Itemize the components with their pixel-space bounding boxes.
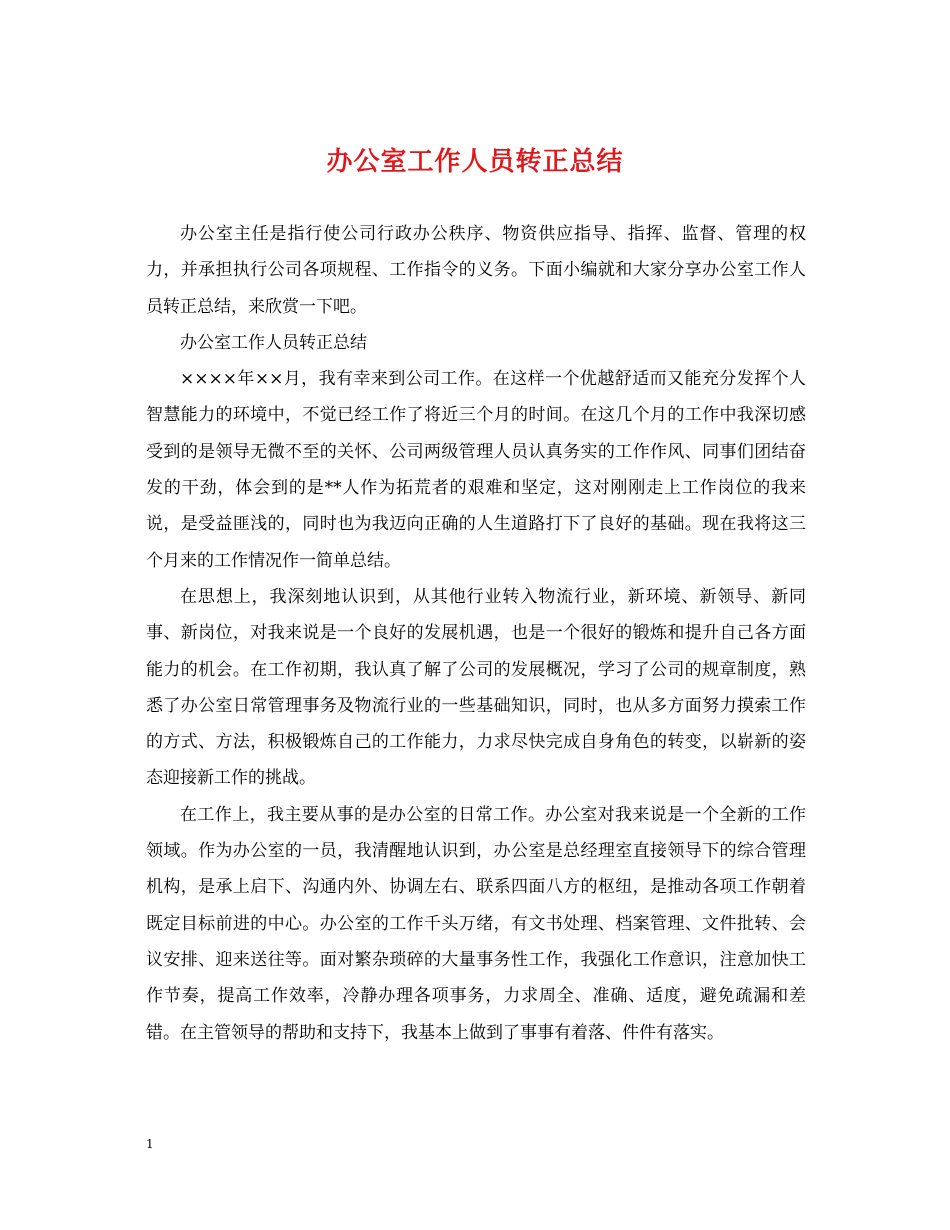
paragraph-work: 在工作上，我主要从事的是办公室的日常工作。办公室对我来说是一个全新的工作领域。作为办公室的一员，我清醒地认识到，办公室是总经理室直接领导下的综合管理机构，是承上启下、沟通内外、协调左右、联系四面八方的枢纽，是推动各项工作朝着既定目标前进的中心。办公室的工作千头万绪，有文书处理、档案管理、文件批转、会议安排、迎来送往等。面对繁杂琐碎的大量事务性工作，我强化工作意识，注意加快工作节奏，提高工作效率，冷静办理各项事务，力求周全、准确、适度，避免疏漏和差错。在主管领导的帮助和支持下，我基本上做到了事事有着落、件件有落实。 bbox=[146, 804, 806, 1043]
page-number: 1 bbox=[146, 1137, 154, 1151]
paragraph-subtitle: 办公室工作人员转正总结 bbox=[180, 332, 367, 353]
paragraph-intro: 办公室主任是指行使公司行政办公秩序、物资供应指导、指挥、监督、管理的权力，并承担执行公司各项规程、工作指令的义务。下面小编就和大家分享办公室工作人员转正总结，来欣赏一下吧。 bbox=[146, 224, 806, 317]
document-title: 办公室工作人员转正总结 bbox=[326, 147, 624, 177]
paragraph-opening: ××××年××月，我有幸来到公司工作。在这样一个优越舒适而又能充分发挥个人智慧能力的环境中，不觉已经工作了将近三个月的时间。在这几个月的工作中我深切感受到的是领导无微不至的关怀、公司两级管理人员认真务实的工作作风、同事们团结奋发的干劲，体会到的是**人作为拓荒者的艰难和坚定，这对刚刚走上工作岗位的我来说，是受益匪浅的，同时也为我迈向正确的人生道路打下了良好的基础。现在我将这三个月来的工作情况作一简单总结。 bbox=[146, 369, 806, 571]
paragraph-thinking: 在思想上，我深刻地认识到，从其他行业转入物流行业，新环境、新领导、新同事、新岗位，对我来说是一个良好的发展机遇，也是一个很好的锻炼和提升自己各方面能力的机会。在工作初期，我认真了解了公司的发展概况，学习了公司的规章制度，熟悉了办公室日常管理事务及物流行业的一些基础知识，同时，也从多方面努力摸索工作的方式、方法，积极锻炼自己的工作能力，力求尽快完成自身角色的转变，以崭新的姿态迎接新工作的挑战。 bbox=[146, 586, 806, 789]
document-body bbox=[146, 216, 806, 1051]
